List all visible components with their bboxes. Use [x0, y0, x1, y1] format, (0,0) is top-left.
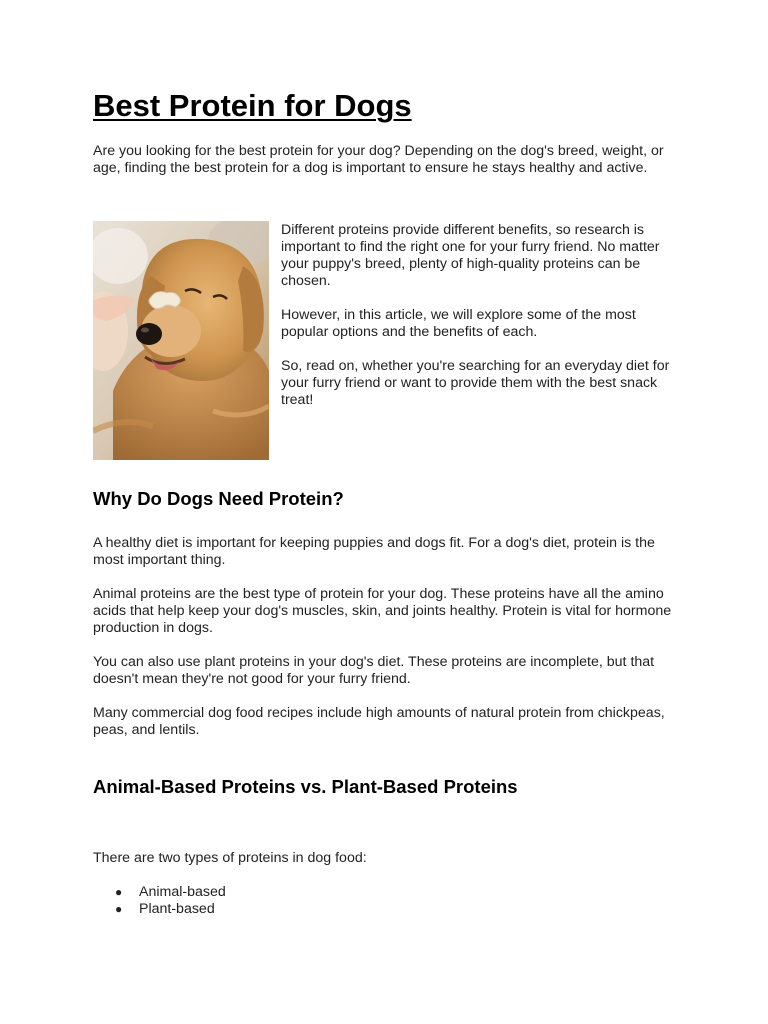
intro-paragraph: Are you looking for the best protein for your dog? Depending on the dog's breed, weight, or age, finding the best protein for a dog is important to ensure he stays healthy and active. [93, 143, 664, 176]
body-paragraph: A healthy diet is important for keeping puppies and dogs fit. For a dog's diet, protein is the most important thing. [93, 535, 655, 568]
list-item-label: Plant-based [139, 901, 215, 917]
page-title: Best Protein for Dogs [93, 88, 412, 123]
bullet-icon: ● [115, 902, 123, 916]
types-intro: There are two types of proteins in dog food: [93, 850, 367, 866]
body-paragraph: Animal proteins are the best type of protein for your dog. These proteins have all the amino acids that help keep your dog's muscles, skin, and joints healthy. Protein is vital for hormone production in dogs. [93, 586, 672, 636]
side-text [281, 221, 683, 460]
dog-with-treat-photo [93, 221, 269, 460]
body-paragraph: Many commercial dog food recipes include high amounts of natural protein from chickpeas, peas, and lentils. [93, 705, 665, 738]
list-item-label: Animal-based [139, 884, 226, 900]
section-heading-why: Why Do Dogs Need Protein? [93, 488, 344, 509]
document-page [93, 84, 683, 918]
body-paragraph: You can also use plant proteins in your dog's diet. These proteins are incomplete, but that doesn't mean they're not good for your furry friend. [93, 654, 655, 687]
section-body-why [93, 535, 683, 739]
list-item [115, 884, 683, 901]
side-paragraph: Different proteins provide different benefits, so research is important to find the right one for your furry friend. No matter your puppy's breed, plenty of high-quality proteins can be chosen. [281, 222, 660, 289]
image-text-block [93, 221, 683, 460]
protein-types-list [93, 884, 683, 918]
bullet-icon: ● [115, 885, 123, 899]
side-paragraph: So, read on, whether you're searching for an everyday diet for your furry friend or want to provide them with the best snack treat! [281, 358, 670, 408]
section-heading-vs: Animal-Based Proteins vs. Plant-Based Proteins [93, 776, 518, 797]
side-paragraph: However, in this article, we will explore some of the most popular options and the benefits of each. [281, 307, 636, 340]
list-item [115, 901, 683, 918]
